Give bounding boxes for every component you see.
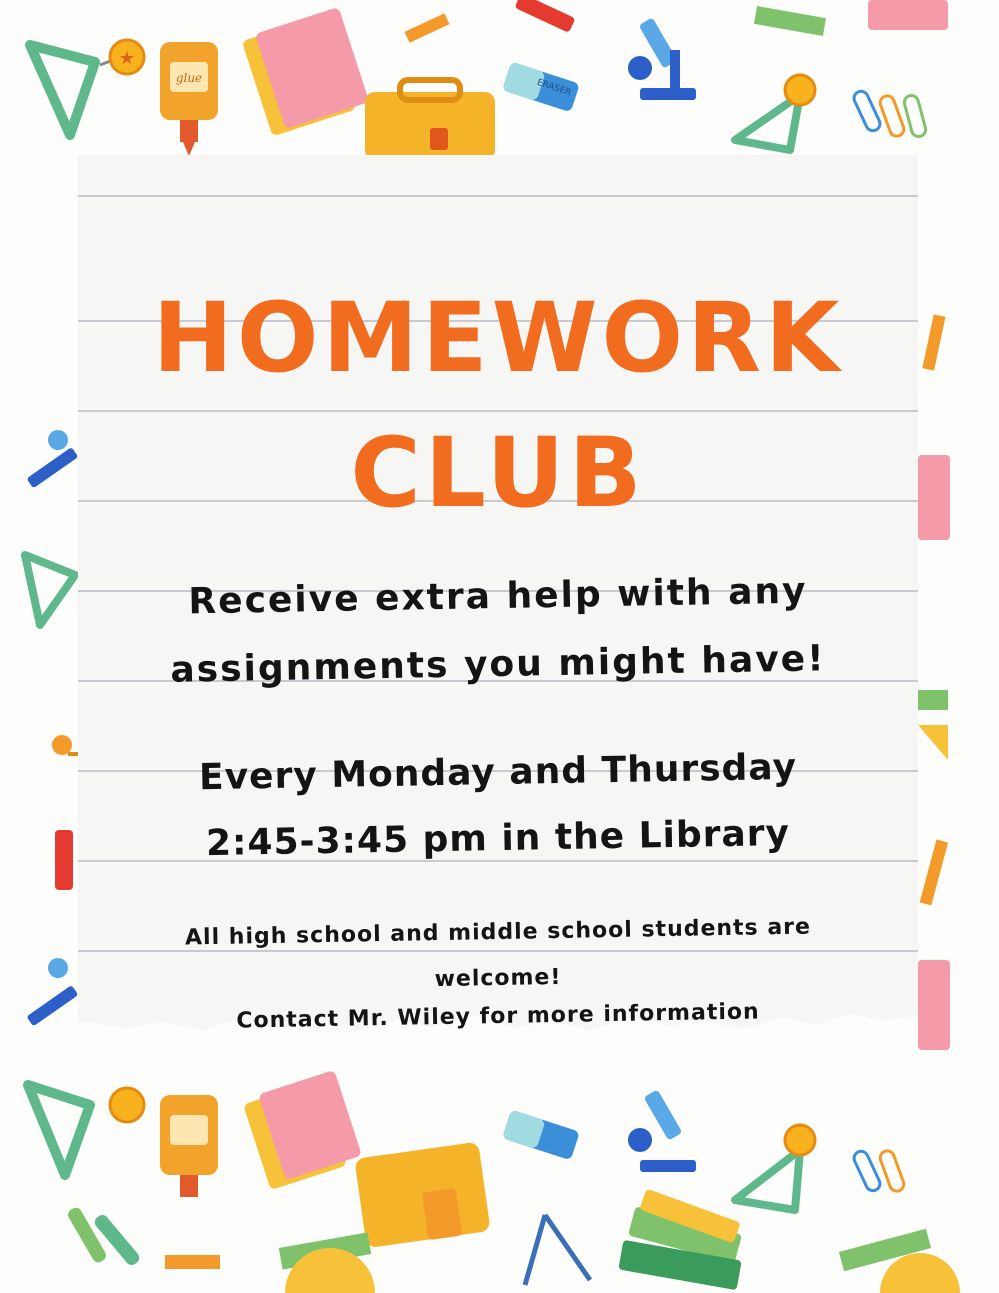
info-line-2: welcome! bbox=[434, 964, 562, 993]
notebook-icon bbox=[918, 455, 950, 540]
tagline-line-1: Receive extra help with any bbox=[188, 570, 808, 623]
bag-icon bbox=[365, 80, 495, 160]
triangle-ruler-icon bbox=[735, 75, 815, 150]
crayon-icon bbox=[514, 0, 575, 33]
crayon-icon bbox=[55, 830, 73, 890]
eraser-label: ERASER bbox=[535, 77, 573, 99]
triangle-ruler-icon bbox=[28, 1085, 90, 1175]
notebook-icon bbox=[242, 7, 370, 137]
microscope-icon bbox=[628, 1089, 696, 1172]
medal-icon bbox=[100, 40, 144, 74]
paperclip-icon bbox=[852, 1149, 906, 1193]
title-line-1: HOMEWORK bbox=[152, 282, 844, 394]
glue-bottle-icon bbox=[160, 1095, 218, 1197]
schedule-days: Every Monday and Thursday bbox=[198, 746, 798, 799]
svg-text:★: ★ bbox=[118, 48, 136, 69]
schedule-time-location: 2:45-3:45 pm in the Library bbox=[205, 812, 791, 865]
microscope-icon bbox=[26, 430, 78, 488]
triangle-ruler-icon bbox=[25, 555, 75, 625]
pencil-icon bbox=[922, 314, 945, 370]
glue-bottle-icon bbox=[160, 42, 218, 156]
pencil-icon bbox=[405, 13, 450, 42]
ruler-icon bbox=[918, 690, 948, 760]
ruler-icon bbox=[754, 6, 826, 36]
notebook-icon bbox=[243, 1070, 362, 1190]
test-tube-icon bbox=[66, 1206, 142, 1268]
triangle-ruler-icon bbox=[735, 1125, 815, 1210]
info-line-1: All high school and middle school students are bbox=[184, 914, 812, 951]
title-line-2: CLUB bbox=[350, 417, 646, 529]
triangle-ruler-icon bbox=[30, 45, 95, 135]
tagline-line-2: assignments you might have! bbox=[170, 638, 826, 691]
books-icon bbox=[618, 1189, 742, 1291]
medal-icon bbox=[110, 1088, 144, 1122]
eraser-icon bbox=[502, 62, 580, 113]
eraser-icon bbox=[502, 1110, 580, 1161]
bag-icon bbox=[354, 1142, 490, 1249]
microscope-icon bbox=[628, 17, 696, 100]
notebook-icon bbox=[918, 960, 950, 1050]
info-contact: Contact Mr. Wiley for more information bbox=[236, 999, 760, 1034]
microscope-icon bbox=[26, 958, 78, 1026]
pencil-icon bbox=[165, 1255, 220, 1269]
glue-label: glue bbox=[175, 71, 203, 85]
paperclip-icon bbox=[852, 89, 927, 138]
compass-icon bbox=[525, 1215, 590, 1285]
book-icon bbox=[868, 0, 948, 30]
pencil-icon bbox=[920, 840, 948, 906]
pushpin-icon bbox=[52, 735, 80, 756]
